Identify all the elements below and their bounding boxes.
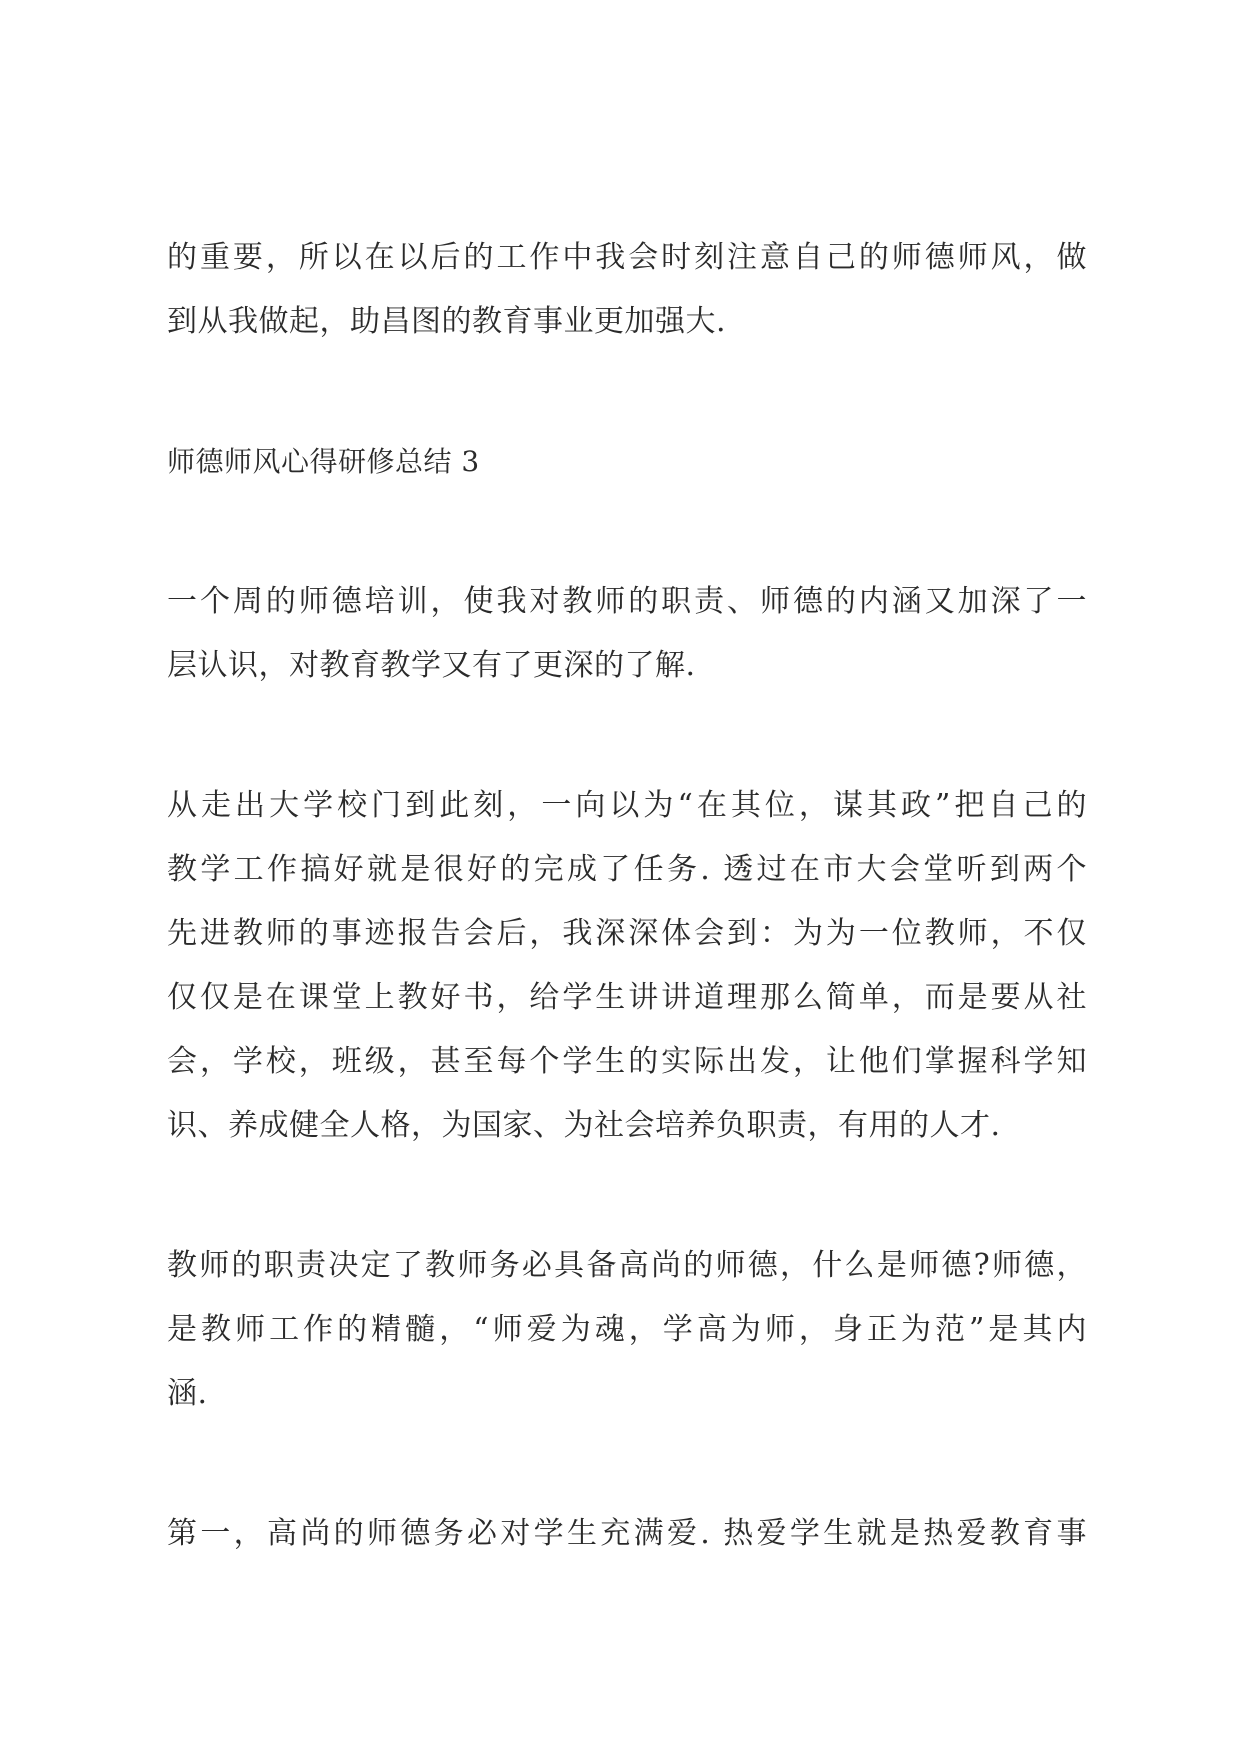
paragraph-reflection (167, 774, 1087, 1158)
text-line: 识、养成健全人格，为国家、为社会培养负职责，有用的人才. (167, 1108, 1001, 1143)
section-heading (167, 430, 1087, 494)
text-line: 仅仅是在课堂上教好书，给学生讲讲道理那么简单，而是要从社 (167, 980, 1087, 1015)
text-line: 的重要，所以在以后的工作中我会时刻注意自己的师德师风，做 (167, 240, 1087, 275)
text-line: 会，学校，班级，甚至每个学生的实际出发，让他们掌握科学知 (167, 1044, 1087, 1079)
text-line: 从走出大学校门到此刻，一向以为“在其位，谋其政”把自己的 (167, 788, 1087, 823)
text-line: 先进教师的事迹报告会后，我深深体会到：为为一位教师，不仅 (167, 916, 1087, 951)
text-line: 一个周的师德培训，使我对教师的职责、师德的内涵又加深了一 (167, 584, 1087, 619)
text-line: 第一，高尚的师德务必对学生充满爱. 热爱学生就是热爱教育事 (167, 1516, 1087, 1551)
paragraph-intro (167, 570, 1087, 698)
document-body (167, 226, 1087, 1566)
text-line: 是教师工作的精髓，“师爱为魂，学高为师，身正为范”是其内 (167, 1312, 1087, 1347)
heading-text: 师德师风心得研修总结 3 (167, 445, 480, 478)
text-line: 层认识，对教育教学又有了更深的了解. (167, 648, 696, 683)
paragraph-first-point (167, 1502, 1087, 1566)
text-line: 教学工作搞好就是很好的完成了任务. 透过在市大会堂听到两个 (167, 852, 1087, 887)
paragraph-closing (167, 226, 1087, 354)
text-line: 教师的职责决定了教师务必具备高尚的师德，什么是师德?师德， (167, 1248, 1087, 1283)
text-line: 涵. (167, 1376, 208, 1411)
paragraph-ethics (167, 1234, 1087, 1426)
text-line: 到从我做起，助昌图的教育事业更加强大. (167, 304, 727, 339)
